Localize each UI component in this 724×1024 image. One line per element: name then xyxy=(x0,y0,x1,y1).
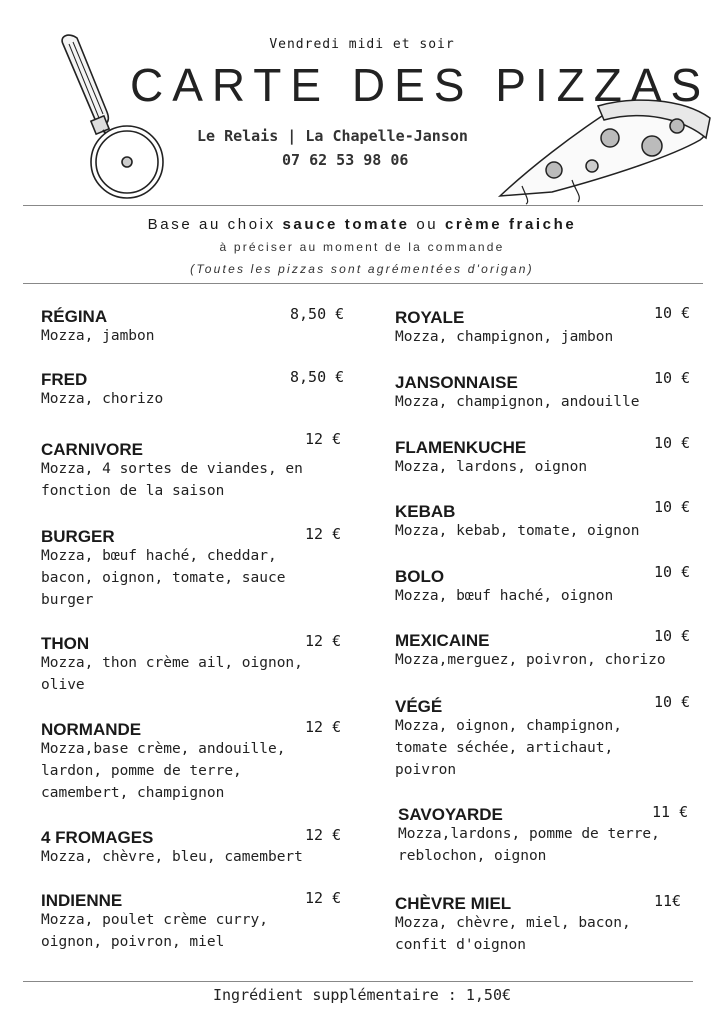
menu-item-desc: Mozza, kebab, tomate, oignon xyxy=(395,523,640,539)
menu-item-desc: Mozza, thon crème ail, oignon, olive xyxy=(41,655,303,693)
menu-item-name: ROYALE xyxy=(395,308,465,327)
menu-item-name: KEBAB xyxy=(395,502,456,521)
base-or: ou xyxy=(409,216,445,233)
menu-item-desc: Mozza, 4 sortes de viandes, en fonction de la saison xyxy=(41,461,303,499)
phone-number[interactable]: 07 62 53 98 06 xyxy=(282,151,409,169)
menu-item-price: 8,50 € xyxy=(290,305,345,323)
menu-item-name: MEXICAINE xyxy=(395,631,490,650)
menu-item-desc: Mozza, chèvre, bleu, camembert xyxy=(41,849,303,865)
menu-item-desc: Mozza,merguez, poivron, chorizo xyxy=(395,652,666,668)
order-precision-note: à préciser au moment de la commande xyxy=(219,240,505,254)
base-option-tomato: sauce tomate xyxy=(282,216,410,233)
menu-item-price: 10 € xyxy=(654,498,691,516)
menu-item-desc: Mozza,lardons, pomme de terre, reblochon, oignon xyxy=(398,826,660,864)
menu-item-name: NORMANDE xyxy=(41,720,142,739)
menu-item-name: JANSONNAISE xyxy=(395,373,518,392)
menu-item-price: 10 € xyxy=(654,693,691,711)
menu-item-desc: Mozza, jambon xyxy=(41,328,155,344)
menu-item-price: 11 € xyxy=(652,803,689,821)
menu-item-price: 12 € xyxy=(305,718,342,736)
restaurant-name: Le Relais | La Chapelle-Janson xyxy=(197,127,468,145)
menu-item-desc: Mozza,base crème, andouille, lardon, pomme de terre, camembert, champignon xyxy=(41,741,286,801)
menu-item-name: BOLO xyxy=(395,567,445,586)
menu-item-desc: Mozza, champignon, andouille xyxy=(395,394,640,410)
menu-item-price: 10 € xyxy=(654,369,691,387)
menu-item-price: 10 € xyxy=(654,434,691,452)
pizza-slice-illustration xyxy=(492,96,717,206)
menu-item-desc: Mozza, chèvre, miel, bacon, confit d'oignon xyxy=(395,915,631,953)
extra-ingredient-note: Ingrédient supplémentaire : 1,50€ xyxy=(212,986,511,1004)
menu-item-desc: Mozza, bœuf haché, cheddar, bacon, oignon, tomate, sauce burger xyxy=(41,548,286,608)
menu-item-name: THON xyxy=(41,634,90,653)
menu-item-desc: Mozza, chorizo xyxy=(41,391,164,407)
menu-item-desc: Mozza, poulet crème curry, oignon, poivron, miel xyxy=(41,912,268,950)
menu-item-desc: Mozza, champignon, jambon xyxy=(395,329,614,345)
base-choice-note xyxy=(0,216,724,233)
menu-item-price: 12 € xyxy=(305,525,342,543)
menu-item-price: 10 € xyxy=(654,304,691,322)
menu-item-price: 12 € xyxy=(305,430,342,448)
menu-item-name: RÉGINA xyxy=(41,307,108,326)
menu-item-price: 12 € xyxy=(305,889,342,907)
origan-note: (Toutes les pizzas sont agrémentées d'origan) xyxy=(190,262,534,276)
menu-item-price: 8,50 € xyxy=(290,368,345,386)
service-day: Vendredi midi et soir xyxy=(269,37,455,52)
pizza-cutter-illustration xyxy=(55,30,175,205)
menu-item-price: 10 € xyxy=(654,563,691,581)
menu-item-name: VÉGÉ xyxy=(395,697,443,716)
footer-divider xyxy=(23,981,693,982)
menu-item-desc: Mozza, oignon, champignon, tomate séchée, artichaut, poivron xyxy=(395,718,622,778)
menu-item-name: FLAMENKUCHE xyxy=(395,438,527,457)
notes-divider xyxy=(23,283,703,284)
menu-item-price: 12 € xyxy=(305,632,342,650)
base-option-cream: crème fraiche xyxy=(444,216,577,233)
menu-item-name: SAVOYARDE xyxy=(398,805,503,824)
header-divider xyxy=(23,205,703,206)
menu-item-name: INDIENNE xyxy=(41,891,123,910)
menu-item-name: BURGER xyxy=(41,527,115,546)
menu-item-price: 12 € xyxy=(305,826,342,844)
page-title: CARTE DES PIZZAS xyxy=(130,59,711,111)
menu-item-name: FRED xyxy=(41,370,88,389)
base-prefix: Base au choix xyxy=(147,216,283,233)
menu-item-name: CHÈVRE MIEL xyxy=(395,894,512,913)
menu-item-desc: Mozza, bœuf haché, oignon xyxy=(395,588,614,604)
menu-item-price: 10 € xyxy=(654,627,691,645)
menu-item-name: CARNIVORE xyxy=(41,440,144,459)
menu-item-name: 4 FROMAGES xyxy=(41,828,154,847)
menu-item-desc: Mozza, lardons, oignon xyxy=(395,459,588,475)
menu-item-price: 11€ xyxy=(654,892,682,910)
